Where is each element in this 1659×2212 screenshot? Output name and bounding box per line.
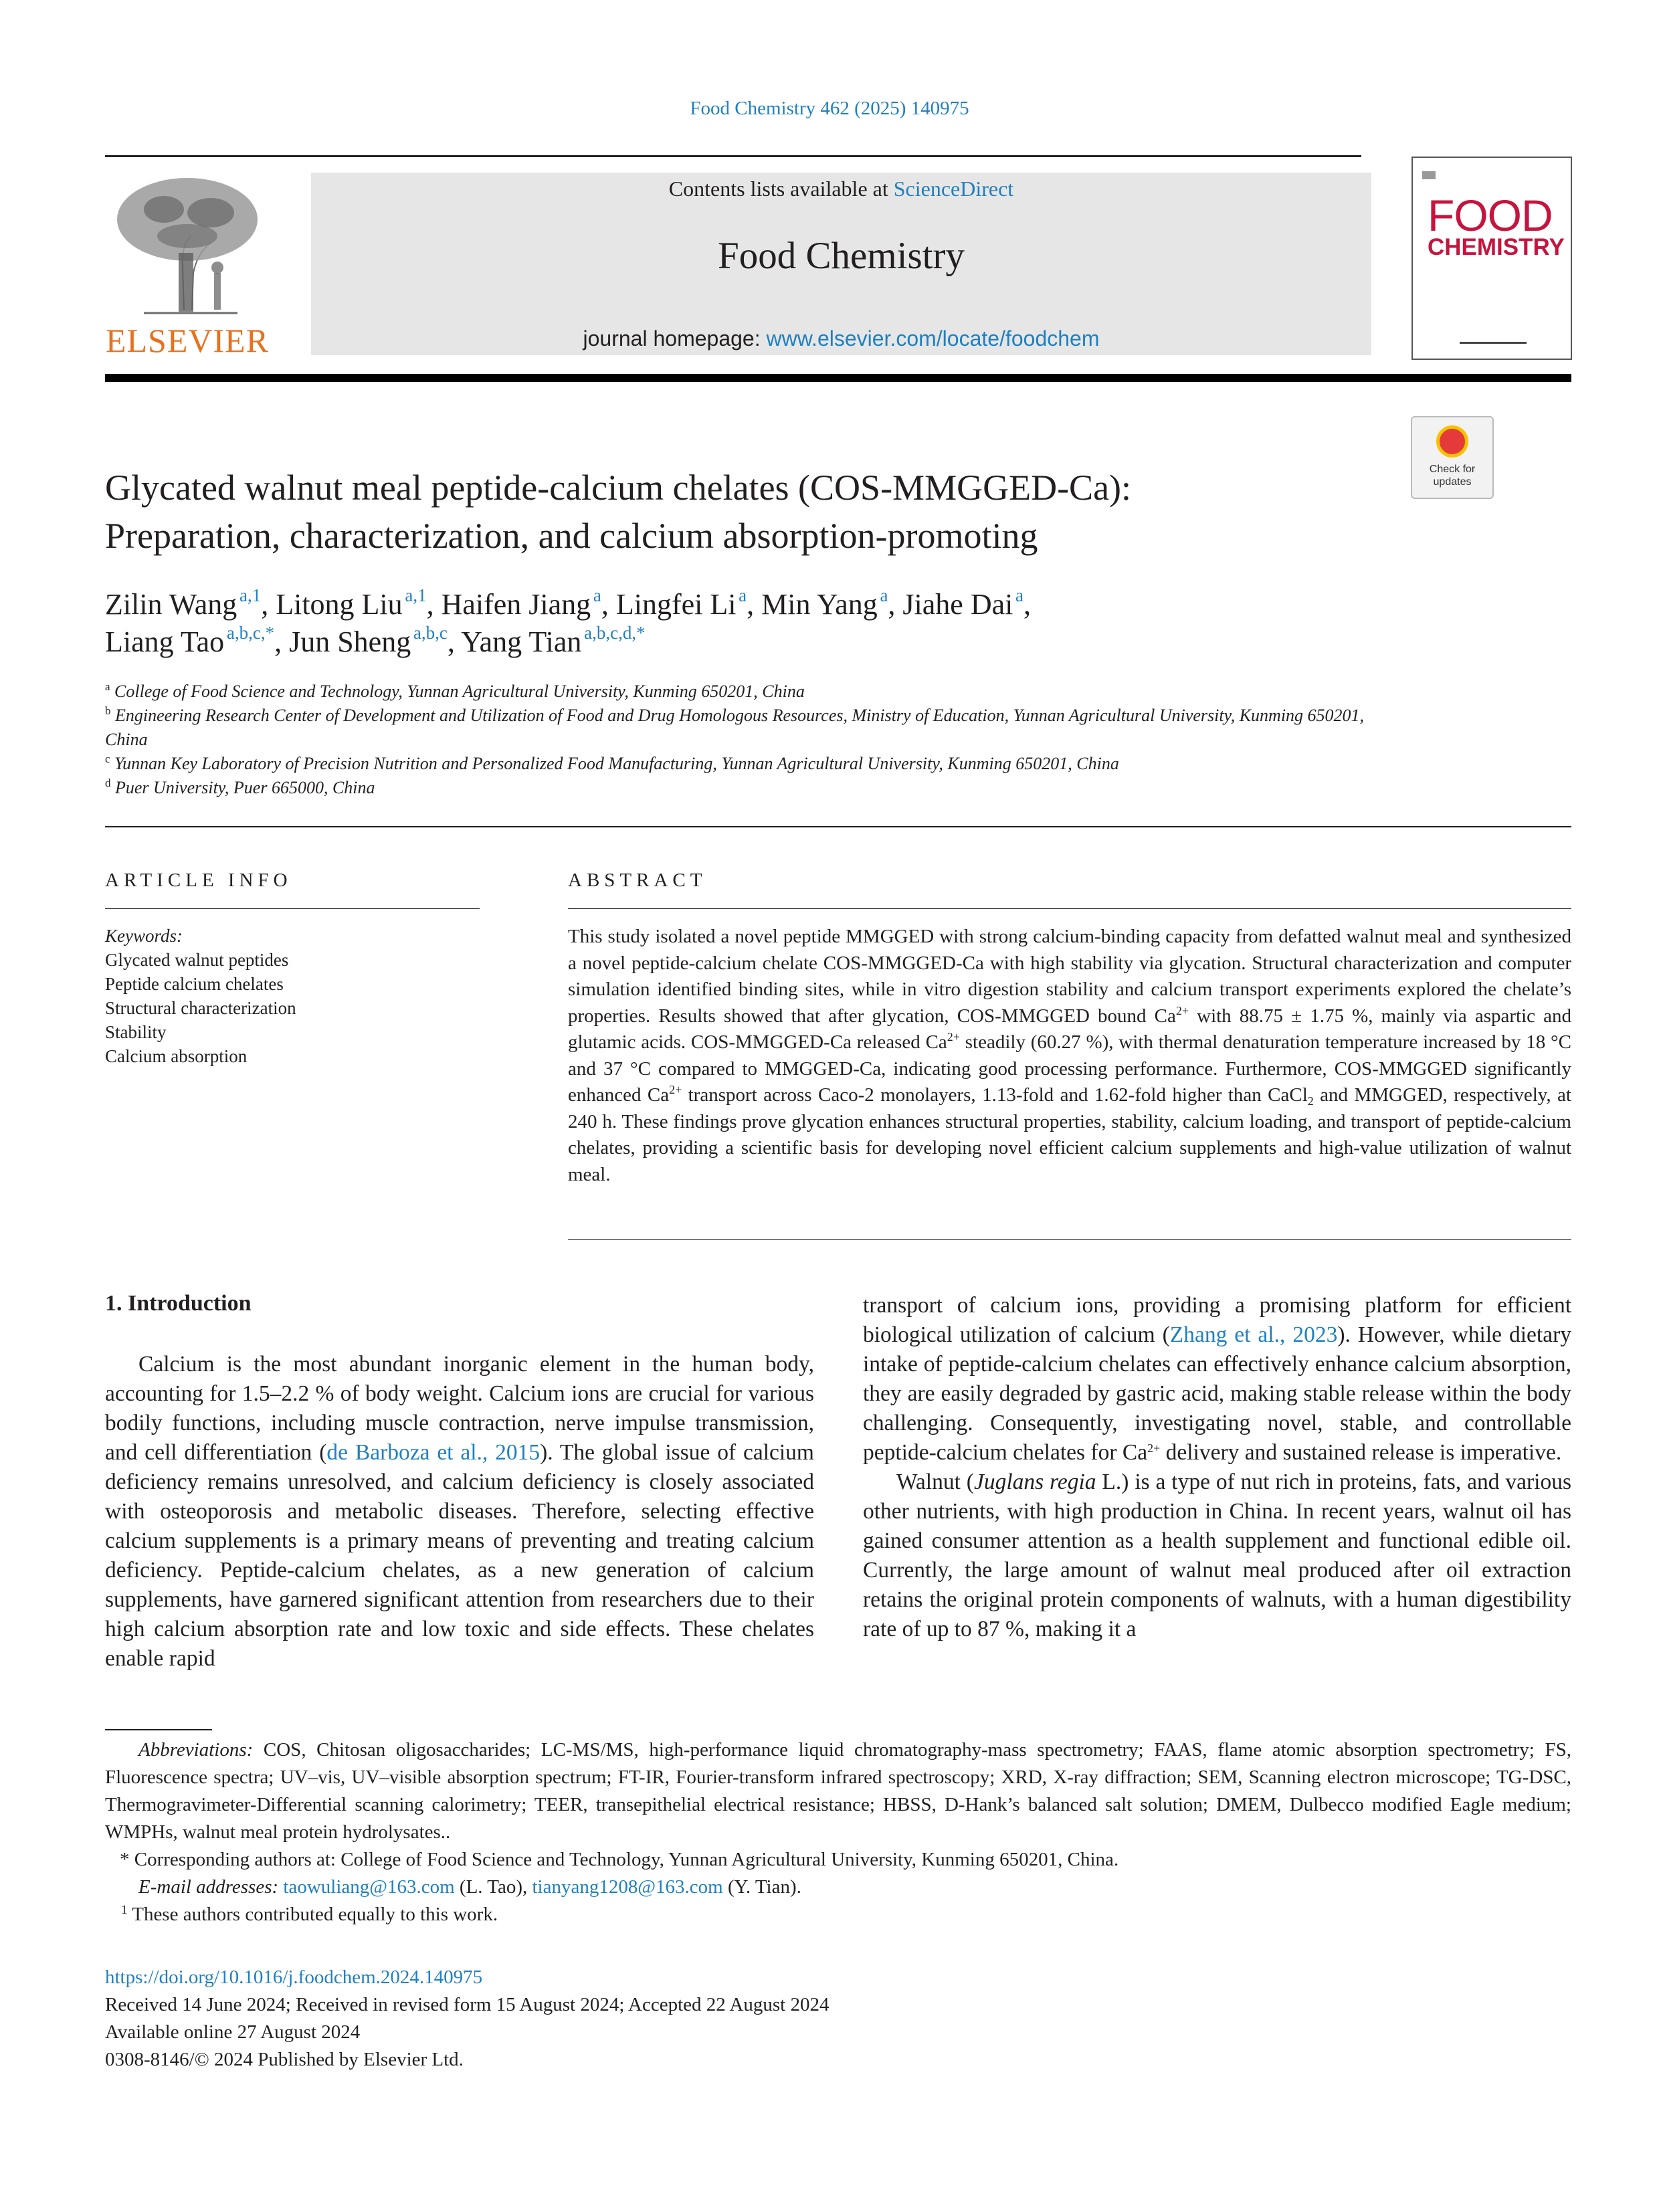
author-name[interactable]: Min Yang — [761, 588, 878, 621]
affiliation-key: d — [105, 777, 111, 789]
author-affil-marks[interactable]: a,1 — [239, 585, 262, 605]
abstract-part: steadily (60.27 %), with thermal denaturation temperature increased by 18 °C and 37 °C compared to MMGGED-Ca, indicating good processing performance. Furthermore, COS-MMGGED significantly enhanced Ca — [568, 1031, 1571, 1106]
copyright: 0308-8146/© 2024 Published by Elsevier Ltd. — [105, 2049, 464, 2070]
email-owner: (L. Tao), — [454, 1876, 532, 1898]
homepage-line — [311, 326, 1371, 351]
text-run: L.) is a type of nut rich in proteins, fats, and various other nutrients, with high production in China. In recent years, walnut oil has gained consumer attention as a health supplement and functional edible oil. Currently, the large amount of walnut meal produced after oil extraction retains the original protein components of walnuts, with a human digestibility rate of up to 87 %, making it a — [863, 1470, 1571, 1641]
keyword: Peptide calcium chelates — [105, 974, 284, 994]
elsevier-logo — [104, 173, 271, 360]
journal-reference[interactable]: Food Chemistry 462 (2025) 140975 — [690, 98, 969, 119]
keywords-label: Keywords: — [105, 926, 183, 946]
superscript: 2+ — [1147, 1441, 1161, 1455]
author-name[interactable]: Lingfei Li — [615, 588, 737, 621]
text-run: ). However, while dietary intake of peptide-calcium chelates can effectively enhance calcium absorption, they are easily degraded by gastric acid, making stable release within the body challenging. Consequently, investigating novel, stable, and controllable peptide-calcium chelates for Ca — [863, 1322, 1571, 1465]
abstract-heading: ABSTRACT — [568, 870, 707, 891]
article-info-heading: ARTICLE INFO — [105, 870, 292, 891]
affiliation-key: a — [105, 680, 110, 693]
sciencedirect-link[interactable]: ScienceDirect — [893, 177, 1014, 201]
text-run: Calcium is the most abundant inorganic element in the human body, accounting for 1.5–2.2 % of body weight. Calcium ions are crucial for various bodily functions, including muscle contraction, nerve impulse transmission, and cell differentiation ( — [105, 1352, 814, 1465]
contents-line — [311, 173, 1371, 201]
abstract-text — [568, 924, 1571, 1188]
affiliation-text: Engineering Research Center of Development and Utilization of Food and Drug Homologous Resources, Ministry of Education, Yunnan Agricultural University, Kunming 650201, China — [105, 706, 1365, 749]
header-thick-rule — [105, 374, 1571, 382]
superscript: 2+ — [947, 1030, 960, 1043]
keyword: Glycated walnut peptides — [105, 950, 289, 970]
superscript: 2+ — [669, 1083, 682, 1096]
bookmark-icon — [1436, 425, 1468, 458]
author-affil-marks[interactable]: a — [1015, 585, 1024, 605]
check-for-updates-label: Check for updates — [1429, 464, 1476, 488]
author-separator: , — [601, 588, 616, 621]
article-info-rule — [105, 908, 480, 909]
author-name[interactable]: Liang Tao — [105, 625, 225, 658]
footnote-mark: * — [120, 1849, 130, 1870]
author-name[interactable]: Yang Tian — [461, 625, 582, 658]
keyword: Structural characterization — [105, 998, 296, 1018]
keyword: Calcium absorption — [105, 1046, 248, 1066]
subscript: 2 — [1307, 1094, 1314, 1108]
abstract-rule — [568, 908, 1571, 909]
journal-cover — [1411, 157, 1572, 360]
abbreviations-footnote — [105, 1736, 1571, 1846]
elsevier-wordmark: ELSEVIER — [105, 322, 270, 359]
author-separator: , — [426, 588, 442, 621]
author-name[interactable]: Zilin Wang — [105, 588, 237, 621]
abstract-part: and MMGGED, respectively, at 240 h. These findings prove glycation enhances structural properties, stability, calcium loading, and transport of peptide-calcium chelates, providing a scientific basis for developing novel efficient calcium supplements and high-value utilization of walnut meal. — [568, 1084, 1571, 1185]
author-name[interactable]: Haifen Jiang — [441, 588, 591, 621]
article-title — [105, 464, 1376, 560]
affiliation-key: b — [105, 704, 111, 717]
affiliations-rule — [105, 826, 1571, 827]
paragraph — [105, 1350, 814, 1674]
footnote-mark: 1 — [121, 1903, 128, 1917]
author-separator: , — [274, 625, 290, 658]
footnote-rule — [105, 1729, 212, 1730]
received-dates: Received 14 June 2024; Received in revised form 15 August 2024; Accepted 22 August 2024 — [105, 1994, 830, 2015]
text-run: Walnut ( — [896, 1470, 974, 1494]
author-separator: , — [447, 625, 462, 658]
superscript: 2+ — [1175, 1003, 1189, 1017]
abstract-bottom-rule — [568, 1239, 1571, 1240]
affiliation-text: College of Food Science and Technology, Yunnan Agricultural University, Kunming 650201, China — [114, 682, 805, 701]
affiliation-text: Yunnan Key Laboratory of Precision Nutrition and Personalized Food Manufacturing, Yunnan Agricultural University, Kunming 650201, China — [114, 754, 1119, 773]
contents-prefix: Contents lists available at — [668, 177, 894, 201]
corresponding-footnote — [105, 1846, 1571, 1874]
email-label: E-mail addresses: — [138, 1876, 279, 1898]
affiliation-a — [105, 680, 1376, 704]
available-online: Available online 27 August 2024 — [105, 2021, 361, 2043]
check-for-updates-button[interactable] — [1411, 416, 1494, 499]
section-heading-introduction: 1. Introduction — [105, 1291, 252, 1316]
footnotes — [105, 1736, 1571, 1928]
cover-title-chemistry: CHEMISTRY — [1428, 234, 1565, 260]
text-run: transport of calcium ions, providing a promising platform for efficient biological utilization of calcium ( — [863, 1293, 1571, 1347]
header-rule — [105, 155, 1361, 157]
text-run: ). The global issue of calcium deficiency remains unresolved, and calcium deficiency is closely associated with osteoporosis and metabolic diseases. Therefore, selecting effective calcium supplements is a primary means of preventing and treating calcium deficiency. Peptide-calcium chelates, as a new generation of calcium supplements, have garnered significant attention from researchers due to their high calcium absorption rate and low toxic and side effects. These chelates enable rapid — [105, 1440, 814, 1671]
equal-contribution-footnote — [105, 1901, 1571, 1928]
citation-link[interactable]: de Barboza et al., 2015 — [326, 1440, 541, 1465]
author-separator: , — [261, 588, 276, 621]
doi-link[interactable]: https://doi.org/10.1016/j.foodchem.2024.140975 — [105, 1967, 483, 1988]
cover-mini-logo — [1422, 171, 1436, 179]
email-link[interactable]: taowuliang@163.com — [283, 1876, 455, 1898]
abstract-part: This study isolated a novel peptide MMGGED with strong calcium-binding capacity from defatted walnut meal and synthesized a novel peptide-calcium chelate COS-MMGGED-Ca with high stability via glycation. Structural characterization and computer simulation identified binding sites, while in vitro digestion stability and calcium transport experiments explored the chelate’s properties. Results showed that after glycation, COS-MMGGED bound Ca — [568, 926, 1571, 1027]
author-line-2 — [105, 623, 1443, 661]
intro-right-column — [863, 1291, 1571, 1644]
homepage-link[interactable]: www.elsevier.com/locate/foodchem — [766, 326, 1100, 350]
author-name[interactable]: Jun Sheng — [289, 625, 411, 658]
author-affil-marks[interactable]: a,1 — [405, 585, 427, 605]
paragraph — [863, 1468, 1571, 1644]
author-affil-marks[interactable]: a — [880, 585, 888, 605]
author-affil-marks[interactable]: a,b,c,* — [226, 623, 275, 643]
author-affil-marks[interactable]: a — [593, 585, 601, 605]
affiliation-key: c — [105, 752, 110, 765]
abbreviations-text: COS, Chitosan oligosaccharides; LC-MS/MS, high-performance liquid chromatography-mass spectrometry; FAAS, flame atomic absorption spectrometry; FS, Fluorescence spectra; UV–vis, UV–visible absorption spectrum; FT-IR, Fourier-transform infrared spectroscopy; XRD, X-ray diffraction; SEM, Scanning electron microscope; TG-DSC, Thermogravimeter-Differential scanning calorimetry; TEER, transepithelial electrical resistance; HBSS, D-Hank’s balanced salt solution; DMEM, Dulbecco modified Eagle medium; WMPHs, walnut meal protein hydrolysates.. — [105, 1739, 1571, 1843]
title-line-1: Glycated walnut meal peptide-calcium chelates (COS-MMGGED-Ca): — [105, 468, 1132, 508]
author-separator: , — [747, 588, 762, 621]
affiliations — [105, 680, 1376, 800]
abbreviations-label: Abbreviations: — [138, 1739, 254, 1761]
keyword: Stability — [105, 1022, 167, 1042]
intro-left-column — [105, 1350, 814, 1674]
keywords-block — [105, 924, 480, 1068]
journal-name: Food Chemistry — [718, 235, 965, 277]
author-list — [105, 586, 1443, 661]
title-line-2: Preparation, characterization, and calcium absorption-promoting — [105, 516, 1038, 556]
text-run: delivery and sustained release is imperative. — [1160, 1440, 1562, 1465]
tree-emblem-icon — [104, 173, 271, 316]
cover-title-food: FOOD — [1428, 191, 1553, 240]
email-link[interactable]: tianyang1208@163.com — [532, 1876, 723, 1898]
italic-species: Juglans regia — [973, 1470, 1096, 1494]
paragraph — [863, 1291, 1571, 1468]
affiliation-b — [105, 704, 1376, 752]
author-affil-marks[interactable]: a,b,c,d,* — [584, 623, 646, 643]
abstract-part: with 88.75 ± 1.75 %, mainly via aspartic and glutamic acids. COS-MMGGED-Ca released Ca — [568, 1005, 1571, 1053]
author-name[interactable]: Jiahe Dai — [902, 588, 1013, 621]
author-name[interactable]: Litong Liu — [276, 588, 403, 621]
homepage-prefix: journal homepage: — [583, 326, 767, 350]
author-line-1 — [105, 586, 1443, 623]
affiliation-d — [105, 776, 1376, 800]
affiliation-c — [105, 752, 1376, 776]
publication-info — [105, 1964, 1309, 2074]
author-separator: , — [1023, 588, 1032, 621]
cover-bar — [1460, 342, 1527, 344]
footnote-text: These authors contributed equally to this work. — [127, 1904, 498, 1925]
author-affil-marks[interactable]: a,b,c — [413, 623, 448, 643]
author-separator: , — [888, 588, 903, 621]
footnote-text: Corresponding authors at: College of Food Science and Technology, Yunnan Agricultural University, Kunming 650201, China. — [129, 1849, 1119, 1870]
email-footnote — [105, 1874, 1571, 1901]
author-affil-marks[interactable]: a — [739, 585, 747, 605]
email-owner: (Y. Tian). — [722, 1876, 801, 1898]
citation-link[interactable]: Zhang et al., 2023 — [1169, 1322, 1338, 1347]
affiliation-text: Puer University, Puer 665000, China — [115, 778, 375, 797]
abstract-part: transport across Caco-2 monolayers, 1.13-fold and 1.62-fold higher than CaCl — [682, 1084, 1308, 1106]
